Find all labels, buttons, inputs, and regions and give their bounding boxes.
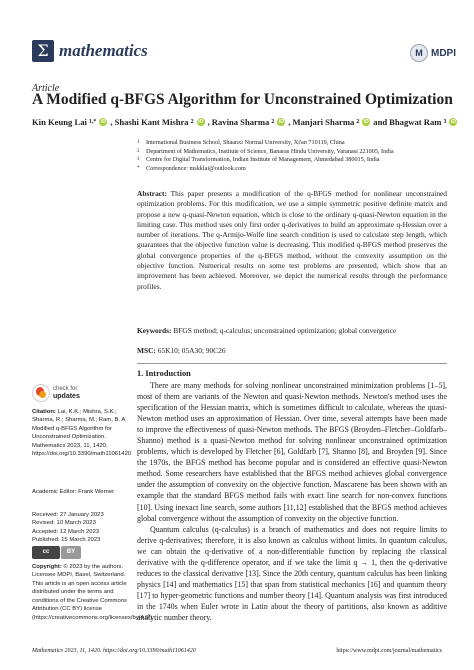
correspondence[interactable]: * Correspondence: mskklai@outlook.com — [137, 165, 246, 173]
publisher-logo — [410, 44, 456, 62]
academic-editor: Academic Editor: Frank Werner — [32, 489, 115, 495]
author-name: Shashi Kant Mishra — [114, 117, 189, 127]
abstract-text: This paper presents a modification of the q-BFGS method for nonlinear unconstrained optimization problems. For this modification, we use a simple symmetric positive definite matrix and propose a new q-quasi-Newton equation, which is close to the ordinary q-quasi-Newton equation in the limiting case. This method uses only first order q-derivatives to build an approximate q-Hessian over a number of iterations. The q-Armijo-Wolfe line search condition is used to calculate step length, which guarantees that the objective function value is decreasing. This modified q-BFGS method preserves the global convergence properties of the q-BFGS method, without the convexity assumption on the objective function. Numerical results on some test problems are presented, which show that an improvement has been achieved. Moreover, we depict the numerical results through the performance profiles. — [137, 189, 448, 291]
revised-date: Revised: 10 March 2023 — [32, 520, 96, 527]
orcid-icon[interactable]: iD — [100, 119, 106, 125]
check-updates-icon — [32, 384, 50, 402]
publication-dates — [32, 511, 128, 545]
citation-label: Citation: — [32, 409, 56, 415]
author-connector: and — [373, 117, 388, 127]
author-affil-sup: 2 — [356, 119, 360, 125]
footer-journal-url[interactable]: https://www.mdpi.com/journal/mathematics — [336, 648, 442, 654]
msc-text: 65K10; 05A30; 90C26 — [157, 346, 226, 355]
keywords-label: Keywords: — [137, 326, 172, 335]
author-affil-sup: 2 — [271, 119, 275, 125]
published-date: Published: 15 March 2023 — [32, 537, 101, 544]
copyright-block — [32, 563, 154, 622]
check-updates-line1: check for — [53, 385, 78, 392]
accepted-date: Accepted: 12 March 2023 — [32, 528, 100, 535]
journal-name: mathematics — [59, 41, 148, 60]
affiliations — [137, 139, 447, 174]
affiliation-item: 3 Centre for Digital Transformation, Indian Institute of Management, Ahmedabad 380015, India — [137, 156, 380, 164]
msc-codes — [137, 346, 447, 355]
mdpi-logo-icon: M — [410, 44, 428, 62]
author-affil-sup: 1,* — [88, 119, 97, 125]
cc-license-badge[interactable] — [32, 546, 81, 559]
orcid-icon[interactable]: iD — [278, 119, 284, 125]
affiliation-item: 1 International Business School, Shaanxi Normal University, Xi'an 710119, China — [137, 139, 345, 146]
orcid-icon[interactable]: iD — [363, 119, 369, 125]
author-name: Manjari Sharma — [292, 117, 355, 127]
article-type: Article — [32, 83, 60, 94]
abstract — [137, 189, 447, 292]
keywords-text: BFGS method; q-calculus; unconstrained optimization; global convergence — [173, 326, 397, 335]
section-heading: 1. Introduction — [137, 369, 191, 378]
journal-logo-icon: Σ — [32, 40, 54, 62]
author-name: Kin Keung Lai — [32, 117, 87, 127]
orcid-icon[interactable]: iD — [450, 119, 456, 125]
footer-citation[interactable]: Mathematics 2023, 11, 1420. https://doi.org/10.3390/math11061420 — [32, 648, 196, 654]
abstract-label: Abstract: — [137, 189, 167, 198]
copyright-text: © 2023 by the authors. Licensee MDPI, Basel, Switzerland. This article is an open access article distributed under the terms and conditions of the Creative Commons Attribution (CC BY) license (https://creativecommons.org/licenses/by/4.0/). — [32, 564, 154, 621]
msc-label: MSC: — [137, 346, 156, 355]
author-name: Ravina Sharma — [211, 117, 270, 127]
page-footer — [32, 648, 442, 654]
keywords — [137, 326, 447, 336]
citation-text: Lai, K.K.; Mishra, S.K.; Sharma, R.; Sharma, M.; Ram, B. A Modified q-BFGS Algorithm for Unconstrained Optimization. Mathematics 2023, 11, 1420. https://doi.org/10.3390/math11061420 — [32, 409, 132, 458]
paragraph: There are many methods for solving nonlinear unconstrained minimization problems [1–5], most of them are variants of the Newton and quasi-Newton methods. Newton's method uses the specification of the Hessian matrix, which is sometimes difficult to calculate, whereas the quasi-Newton method uses an approximation of Hessian. Over time, several attempts have been made to improve the effectiveness of quasi-Newton methods. The BFGS (Broyden–Fletcher–Goldfarb–Shanno) method is a quasi-Newton method for solving nonlinear unconstrained optimization problems, which is developed by Fletcher [6], Goldfarb [7], Shanno [8], and Broyden [9]. Since the 1970s, the BFGS method has become popular and is considered an effective quasi-Newton method. Some researchers have established that the BFGS method achieves global convergence under the assumption of convexity on the objective function. Mascarene has been shown with an example that the standard BFGS method fails with exact line search for non-convex functions [10]. Using inexact line search, some authors [11,12] established that the BFGS method achieves global convergence without the assumption of convexity on the objective function. — [137, 381, 447, 523]
received-date: Received: 27 January 2023 — [32, 512, 104, 518]
cc-icon: cc — [32, 546, 60, 559]
paragraph: Quantum calculus (q-calculus) is a branch of mathematics and does not require limits to derive q-derivatives; therefore, it is also known as calculus without limits. In quantum calculus, we can obtain the q-derivative of a non-differentiable function by replacing the classical derivative with the q-difference operator, and if we take the limit q → 1, then the q-derivative reduces to the classical derivative [13]. Since the 20th century, quantum calculus has been linking physics [14] and mathematics [15] that span from statistical mechanics [16] and quantum theory [17] to hyper-geometric functions and number theory [14]. Quantum analysis was first introduced in the 1740s when Euler wrote in Latin about the theory of partitions, also known as additive analytic number theory. — [137, 524, 447, 622]
affiliation-item: 2 Department of Mathematics, Institute of Science, Banaras Hindu University, Varanasi 221005, India — [137, 147, 394, 155]
publisher-name: MDPI — [431, 47, 456, 59]
orcid-icon[interactable]: iD — [198, 119, 204, 125]
by-icon: BY — [61, 546, 81, 559]
check-updates-line2: updates — [53, 392, 80, 400]
section-divider — [137, 363, 447, 364]
author-affil-sup: 2 — [190, 119, 194, 125]
author-list: Kin Keung Lai 1,* iD , Shashi Kant Mishra 2 iD , Ravina Sharma 2 iD , Manjari Sharma 2 iD and Bhagwat Ram 3 iD — [32, 117, 456, 127]
citation-block — [32, 408, 132, 459]
author-name: Bhagwat Ram — [389, 117, 442, 127]
body-text — [137, 380, 447, 623]
check-for-updates-button[interactable] — [32, 384, 80, 402]
paper-title: A Modified q-BFGS Algorithm for Unconstrained Optimization — [32, 91, 453, 108]
copyright-label: Copyright: — [32, 564, 62, 570]
author-affil-sup: 3 — [443, 119, 447, 125]
